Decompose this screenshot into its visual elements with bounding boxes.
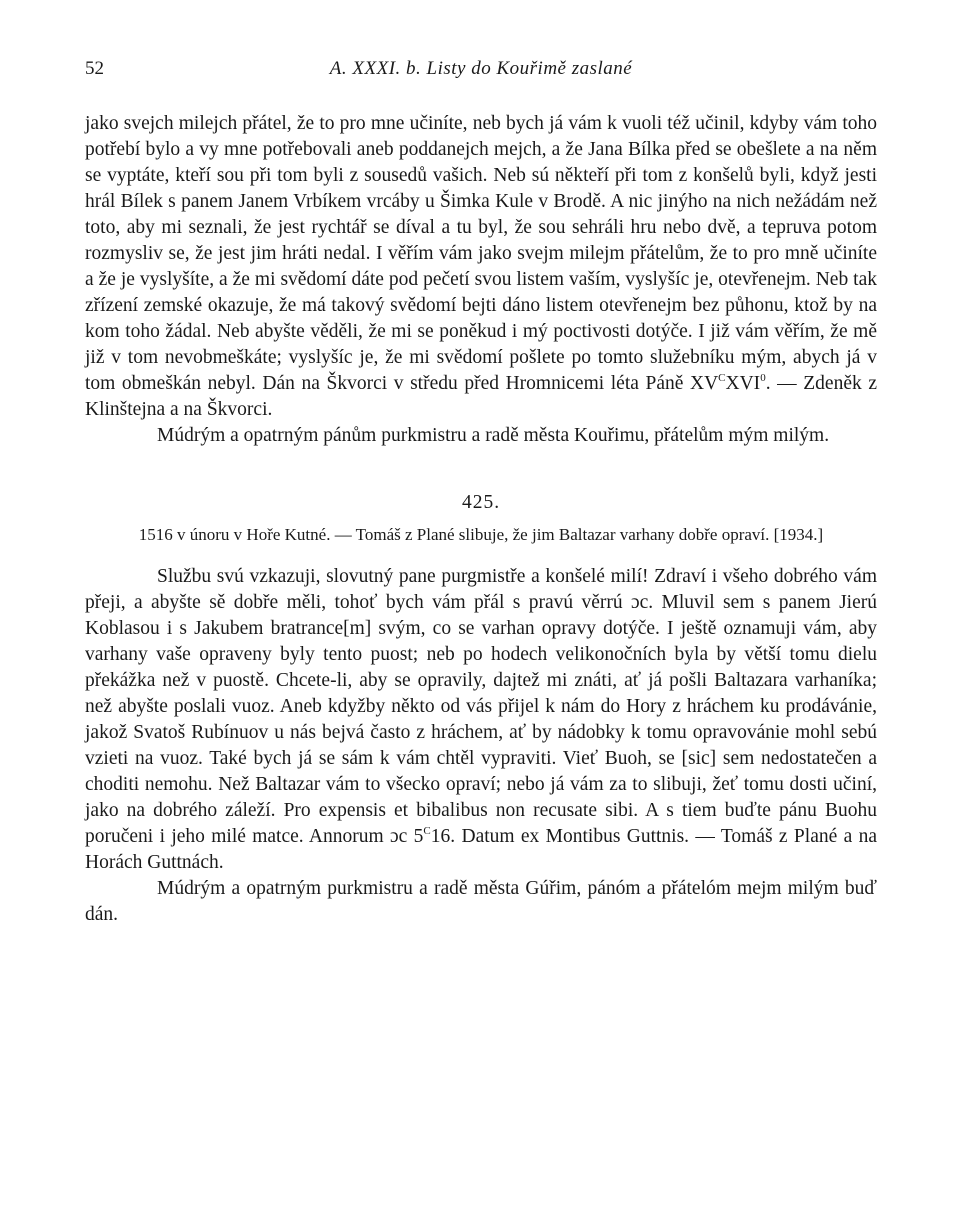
superscript: 0 [760,371,766,384]
page-number: 52 [85,58,104,79]
superscript: C [423,824,431,837]
running-title: A. XXXI. b. Listy do Kouřimě zaslané [329,58,633,79]
page-header [85,58,877,86]
superscript: C [718,371,726,384]
letter-425-body: Službu svú vzkazuji, slovutný pane purgmistře a konšelé milí! Zdraví i všeho dobrého vám přeji, a abyšte sě dobře měli, tohoť bych vám přál s pravú věrrú ɔc. Mluvil sem s panem Jierú Koblasou i s Jakubem bratrance[m] svým, co se varhan opravy dotýče. I ještě oznamuji vám, aby varhany vaše opraveny byly tento puost; neb po hodech velikonočních byla by větší tomu dielu překážka než v puostě. Chcete-li, aby se opravily, dajtež mi znáti, ať já pošli Baltazara varhaníka; než abyšte poslali vuoz. Aneb kdyžby někto od vás přijel k nám do Hory z hráchem ku prodávánie, jakož Svatoš Rubínuov u nás bejvá často z hráchem, ať by nádobky k tomu opravovánie mohl sebú vzieti na vuoz. Také bych já se sám k vám chtěl vypraviti. Vieť Buoh, se [sic] sem nedostatečen a choditi nemohu. Než Baltazar vám to všecko opraví; nebo já vám za to slibuji, žeť tomu dosti učiní, jako na dobrého záleží. Pro expensis et bibalibus non recusate sibi. A s tiem buďte pánu Buohu poručeni i jeho milé matce. Annorum ɔc $5^C16$. Datum ex Montibus Guttnis. — Tomáš z Plané a na Horách Guttnách. [85,566,877,873]
document-number: 425. [461,492,501,513]
letter-425-address: Múdrým a opatrným purkmistru a radě města Gúřim, pánóm a přátelóm mejm milým buď dán. [85,878,877,925]
document-page [85,58,877,928]
regest-summary: 1516 v únoru v Hoře Kutné. — Tomáš z Plané slibuje, že jim Baltazar varhany dobře opraví. [1934.] [138,525,824,544]
letter-424-body: jako svejch milejch přátel, že to pro mne učiníte, neb bych já vám k vuoli též učinil, kdyby vám toho potřebí bylo a vy mne potřebovali aneb poddanejch mejch, a že Jana Bílka před se obešlete a na něm se vyptáte, kteří sou při tom byli z sousedů vašich. Neb sú někteří při tom z konšelů byli, když jesti hrál Bílek s panem Janem Vrbíkem vrcáby u Šimka Kule v Brodě. A nic jinýho na nich nežádám než toto, aby mi seznali, že jest rychtář se díval a tu byl, že sou sehráli hru nebo dvě, a tepruva potom rozmysliv se, že jest jim hráti nedal. I věřím vám jako svejm milejm přátelům, že to pro mně učiníte a že je vyslyšíte, a že mi svědomí dáte pod pečetí svou listem vaším, vyslyšíc je, otevřenejm. Neb tak zřízení zemské okazuje, že má takový svědomí bejti dáno listem otevřenejm bez půhonu, ktož by na kom toho žádal. Neb abyšte věděli, že mi se poněkud i mý poctivosti dotýče. I již vám věřím, že mě již v tom nevobmeškáte; vyslyšíc je, že mi svědomí pošlete po tomto služebníku mým, abych já v tom obmeškán nebyl. Dán na Škvorci v středu před Hromnicemi léta Páně $XV^CXVI^0$. — Zdeněk z Klinštejna a na Škvorci. [85,113,877,420]
letter-424-address: Múdrým a opatrným pánům purkmistru a radě města Kouřimu, přátelům mým milým. [157,425,830,446]
